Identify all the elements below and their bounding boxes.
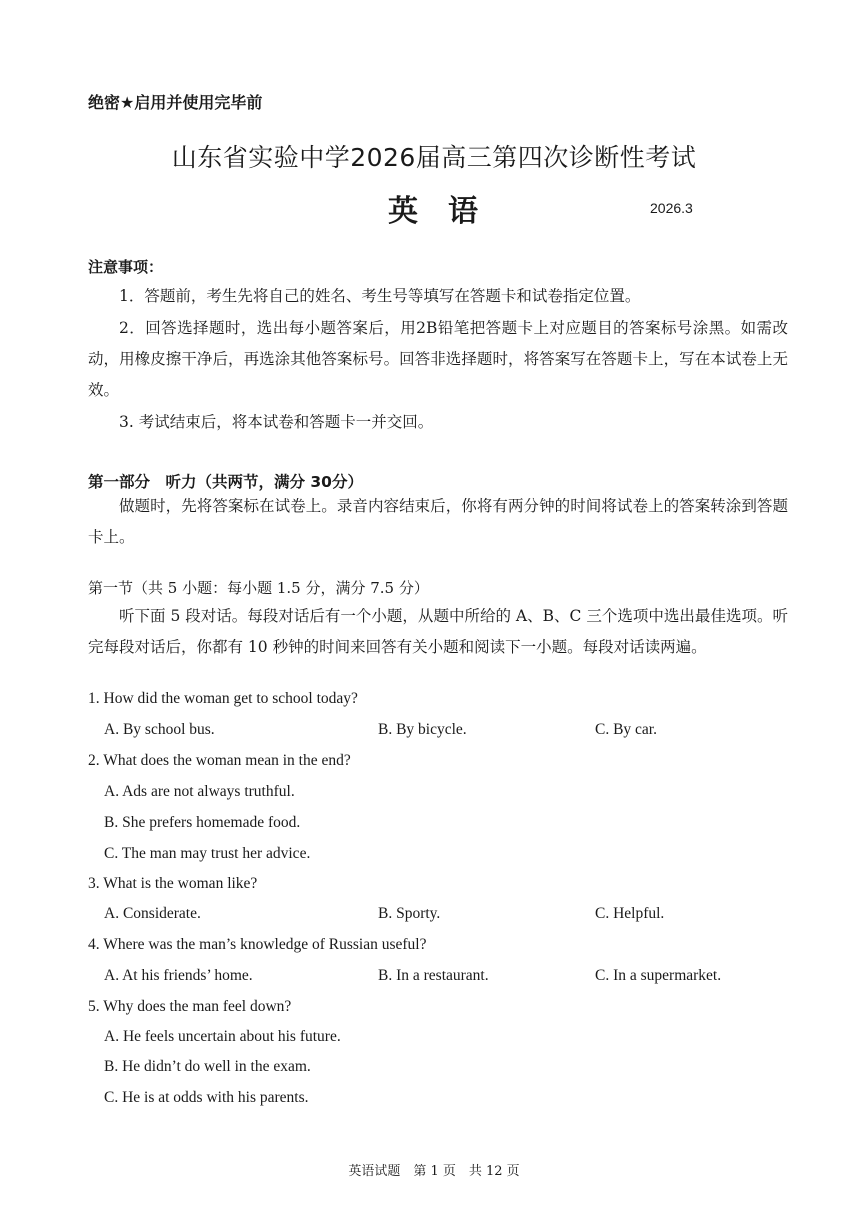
page-footer: 英语试题 第 1 页 共 12 页 — [348, 1164, 520, 1179]
option-b: B. Sporty. — [378, 905, 441, 922]
notice-item: 3. 考试结束后，将本试卷和答题卡一并交回。 — [119, 413, 434, 431]
option-a: A. Ads are not always truthful. — [104, 783, 295, 800]
question-stem: 1. How did the woman get to school today? — [88, 690, 358, 707]
question-stem: 3. What is the woman like? — [88, 875, 258, 892]
notice-item: 2．回答选择题时，选出每小题答案后，用2B铅笔把答题卡上对应题目的答案标号涂黑。如需改动，用橡皮擦干净后，再选涂其他答案标号。回答非选择题时，将答案写在答题卡上，写在本试卷上无效。 — [88, 319, 788, 399]
option-a: A. By school bus. — [104, 721, 215, 738]
option-b: B. She prefers homemade food. — [104, 814, 301, 831]
option-a: A. Considerate. — [104, 905, 201, 922]
question-stem: 4. Where was the man’s knowledge of Russian useful? — [88, 936, 427, 953]
notice-heading: 注意事项： — [88, 258, 164, 276]
option-a: A. At his friends’ home. — [104, 967, 253, 984]
notice-item: 1．答题前，考生先将自己的姓名、考生号等填写在答题卡和试卷指定位置。 — [119, 287, 641, 305]
option-b: B. He didn’t do well in the exam. — [104, 1058, 311, 1075]
exam-title: 山东省实验中学2026届高三第四次诊断性考试 — [171, 143, 697, 172]
question-stem: 2. What does the woman mean in the end? — [88, 752, 351, 769]
option-c: C. He is at odds with his parents. — [104, 1089, 309, 1106]
option-c: C. The man may trust her advice. — [104, 845, 311, 862]
option-b: B. In a restaurant. — [378, 967, 489, 984]
exam-date: 2026.3 — [650, 200, 693, 216]
confidential-mark: 绝密★启用并使用完毕前 — [88, 93, 263, 112]
option-c: C. Helpful. — [595, 905, 665, 922]
part-heading: 第一部分 听力（共两节，满分 30分） — [88, 473, 363, 491]
option-c: C. In a supermarket. — [595, 967, 722, 984]
section-heading: 第一节（共 5 小题：每小题 1.5 分，满分 7.5 分） — [88, 579, 429, 597]
option-a: A. He feels uncertain about his future. — [104, 1028, 341, 1045]
option-c: C. By car. — [595, 721, 657, 738]
option-b: B. By bicycle. — [378, 721, 467, 738]
section-instruction: 听下面 5 段对话。每段对话后有一个小题，从题中所给的 A、B、C 三个选项中选出最佳选项。听完每段对话后，你都有 10 秒钟的时间来回答有关小题和阅读下一小题。每段对话读两遍。 — [88, 607, 788, 656]
question-stem: 5. Why does the man feel down? — [88, 998, 292, 1015]
part-instruction: 做题时，先将答案标在试卷上。录音内容结束后，你将有两分钟的时间将试卷上的答案转涂到答题卡上。 — [88, 497, 788, 546]
subject-title: 英语 — [388, 194, 508, 229]
